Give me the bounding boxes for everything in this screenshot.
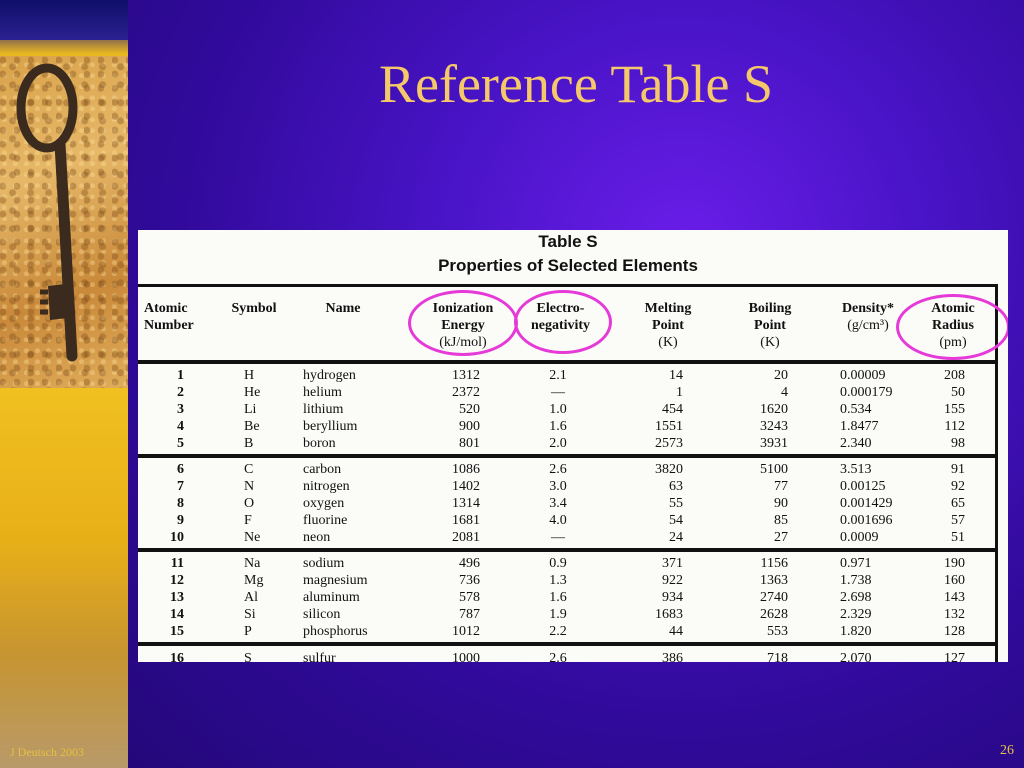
cell-rad: 208 xyxy=(944,368,965,383)
cell-name: phosphorus xyxy=(303,624,368,639)
table-row xyxy=(138,572,998,589)
cell-mp: 44 xyxy=(669,624,683,639)
header-symbol: Symbol xyxy=(231,301,277,316)
reference-table-s-image xyxy=(138,230,1008,662)
table-row xyxy=(138,435,998,452)
cell-en: 2.1 xyxy=(549,368,567,383)
cell-name: boron xyxy=(303,436,336,451)
cell-ion: 1402 xyxy=(452,479,480,494)
cell-sym: Na xyxy=(244,556,261,571)
cell-bp: 77 xyxy=(774,479,788,494)
cell-name: lithium xyxy=(303,402,344,417)
cell-mp: 14 xyxy=(669,368,683,383)
cell-mp: 934 xyxy=(662,590,683,605)
cell-mp: 1551 xyxy=(655,419,683,434)
cell-ion: 496 xyxy=(459,556,480,571)
cell-sym: P xyxy=(244,624,252,639)
strip-top-band xyxy=(0,0,128,40)
cell-num: 7 xyxy=(177,479,184,494)
cell-num: 13 xyxy=(170,590,184,605)
cell-name: carbon xyxy=(303,462,342,477)
cell-ion: 900 xyxy=(459,419,480,434)
cell-ion: 801 xyxy=(459,436,480,451)
table-row xyxy=(138,623,998,640)
cell-bp: 20 xyxy=(774,368,788,383)
cell-sym: Ne xyxy=(244,530,261,545)
cell-den: 0.00125 xyxy=(840,479,886,494)
table-title: Table S xyxy=(538,232,598,251)
cell-name: magnesium xyxy=(303,573,368,588)
cell-ion: 1012 xyxy=(452,624,480,639)
cell-bp: 5100 xyxy=(760,462,788,477)
table-row xyxy=(138,495,998,512)
cell-sym: He xyxy=(244,385,261,400)
table-row xyxy=(138,418,998,435)
cell-ion: 1000 xyxy=(452,651,480,662)
cell-en: — xyxy=(551,530,565,545)
cell-den: 1.738 xyxy=(840,573,872,588)
cell-num: 4 xyxy=(177,419,184,434)
cell-num: 8 xyxy=(177,496,184,511)
cell-num: 14 xyxy=(170,607,184,622)
table-row xyxy=(138,512,998,529)
cell-num: 3 xyxy=(177,402,184,417)
table-row xyxy=(138,606,998,623)
cell-rad: 190 xyxy=(944,556,965,571)
cell-den: 2.698 xyxy=(840,590,872,605)
cell-rad: 155 xyxy=(944,402,965,417)
cell-name: sulfur xyxy=(303,651,336,662)
cell-rad: 51 xyxy=(951,530,965,545)
cell-bp: 85 xyxy=(774,513,788,528)
table-subtitle: Properties of Selected Elements xyxy=(438,256,698,275)
cell-mp: 3820 xyxy=(655,462,683,477)
cell-rad: 92 xyxy=(951,479,965,494)
cell-name: fluorine xyxy=(303,513,348,528)
cell-en: 1.6 xyxy=(549,590,567,605)
cell-ion: 1086 xyxy=(452,462,480,477)
header-ionization-energy: Ionization Energy (kJ/mol) xyxy=(432,301,494,350)
cell-rad: 132 xyxy=(944,607,965,622)
cell-name: hydrogen xyxy=(303,368,356,383)
cell-en: 2.6 xyxy=(549,462,567,477)
table-row xyxy=(138,589,998,606)
table-row xyxy=(138,367,998,384)
cell-sym: Li xyxy=(244,402,257,417)
table-row xyxy=(138,555,998,572)
cell-num: 1 xyxy=(177,368,184,383)
table-rule-header xyxy=(138,360,996,364)
cell-ion: 520 xyxy=(459,402,480,417)
cell-sym: F xyxy=(244,513,252,528)
table-row xyxy=(138,401,998,418)
cell-num: 11 xyxy=(170,556,184,571)
table-row xyxy=(138,529,998,546)
table-rule-group1 xyxy=(138,454,996,458)
cell-rad: 65 xyxy=(951,496,965,511)
cell-mp: 54 xyxy=(669,513,683,528)
cell-sym: H xyxy=(244,368,255,383)
cell-mp: 454 xyxy=(662,402,683,417)
cell-mp: 1683 xyxy=(655,607,683,622)
cell-num: 10 xyxy=(170,530,184,545)
highlight-circle-ionization xyxy=(408,290,518,356)
cell-mp: 63 xyxy=(669,479,683,494)
cell-name: beryllium xyxy=(303,419,358,434)
cell-sym: O xyxy=(244,496,255,511)
cell-sym: C xyxy=(244,462,254,477)
cell-en: 2.2 xyxy=(549,624,567,639)
cell-den: 1.8477 xyxy=(840,419,879,434)
cell-name: aluminum xyxy=(303,590,360,605)
cell-ion: 787 xyxy=(459,607,480,622)
cell-den: 0.0009 xyxy=(840,530,879,545)
table-row xyxy=(138,461,998,478)
cell-rad: 127 xyxy=(944,651,965,662)
cell-name: nitrogen xyxy=(303,479,350,494)
cell-name: helium xyxy=(303,385,342,400)
cell-ion: 2081 xyxy=(452,530,480,545)
table-row xyxy=(138,384,998,401)
cell-sym: N xyxy=(244,479,255,494)
cell-den: 0.00009 xyxy=(840,368,886,383)
cell-sym: Be xyxy=(244,419,260,434)
cell-rad: 98 xyxy=(951,436,965,451)
cell-den: 3.513 xyxy=(840,462,872,477)
header-electronegativity: Electro- negativity xyxy=(530,301,591,333)
cell-rad: 160 xyxy=(944,573,965,588)
highlight-circle-radius xyxy=(896,294,1008,360)
cell-bp: 3243 xyxy=(760,419,788,434)
cell-num: 9 xyxy=(177,513,184,528)
cell-den: 0.971 xyxy=(840,556,872,571)
cell-num: 15 xyxy=(170,624,184,639)
cell-den: 2.340 xyxy=(840,436,872,451)
cell-mp: 24 xyxy=(669,530,683,545)
cell-mp: 1 xyxy=(676,385,683,400)
cell-sym: Al xyxy=(244,590,258,605)
cell-num: 5 xyxy=(177,436,184,451)
table-row xyxy=(138,478,998,495)
header-boiling-point: Boiling Point (K) xyxy=(748,301,792,350)
cell-en: 1.3 xyxy=(549,573,567,588)
header-density: Density* (g/cm³) xyxy=(841,301,895,333)
cell-en: 3.4 xyxy=(549,496,567,511)
cell-mp: 2573 xyxy=(655,436,683,451)
cell-ion: 1312 xyxy=(452,368,480,383)
cell-name: sodium xyxy=(303,556,345,571)
table-rule-group2 xyxy=(138,548,996,552)
cell-sym: S xyxy=(244,651,252,662)
cell-rad: 143 xyxy=(944,590,965,605)
cell-den: 2.070 xyxy=(840,651,872,662)
table-row xyxy=(138,650,998,662)
cell-bp: 3931 xyxy=(760,436,788,451)
cell-bp: 2628 xyxy=(760,607,788,622)
cell-bp: 2740 xyxy=(760,590,788,605)
cell-en: 0.9 xyxy=(549,556,567,571)
cell-bp: 4 xyxy=(781,385,788,400)
cell-en: 4.0 xyxy=(549,513,567,528)
cell-en: 2.6 xyxy=(549,651,567,662)
cell-rad: 50 xyxy=(951,385,965,400)
cell-en: 1.6 xyxy=(549,419,567,434)
header-name: Name xyxy=(325,301,361,316)
table-rule-group3 xyxy=(138,642,996,646)
cell-den: 2.329 xyxy=(840,607,872,622)
cell-mp: 371 xyxy=(662,556,683,571)
cell-rad: 112 xyxy=(944,419,965,434)
slide-title: Reference Table S xyxy=(378,54,774,114)
cell-bp: 1156 xyxy=(760,556,788,571)
cell-num: 16 xyxy=(170,651,184,662)
cell-ion: 578 xyxy=(459,590,480,605)
cell-bp: 553 xyxy=(767,624,788,639)
cell-mp: 922 xyxy=(662,573,683,588)
cell-sym: B xyxy=(244,436,254,451)
cell-ion: 1314 xyxy=(452,496,480,511)
cell-bp: 1620 xyxy=(760,402,788,417)
cell-den: 0.000179 xyxy=(840,385,893,400)
cell-name: neon xyxy=(303,530,331,545)
footer-author: J Deutsch 2003 xyxy=(10,745,84,759)
key-icon xyxy=(0,56,128,388)
cell-ion: 2372 xyxy=(452,385,480,400)
cell-sym: Mg xyxy=(244,573,264,588)
cell-num: 12 xyxy=(170,573,184,588)
cell-den: 1.820 xyxy=(840,624,872,639)
cell-mp: 55 xyxy=(669,496,683,511)
cell-en: 1.9 xyxy=(549,607,567,622)
cell-en: — xyxy=(551,385,565,400)
cell-name: oxygen xyxy=(303,496,345,511)
cell-rad: 91 xyxy=(951,462,965,477)
page-number: 26 xyxy=(1000,743,1014,758)
highlight-circle-electronegativity xyxy=(514,290,612,354)
cell-rad: 57 xyxy=(951,513,965,528)
cell-num: 2 xyxy=(177,385,184,400)
cell-mp: 386 xyxy=(662,651,683,662)
cell-num: 6 xyxy=(177,462,184,477)
cell-name: silicon xyxy=(303,607,341,622)
cell-sym: Si xyxy=(244,607,256,622)
cell-rad: 128 xyxy=(944,624,965,639)
header-atomic-radius: Atomic Radius (pm) xyxy=(931,301,975,350)
header-atomic-number: Atomic Number xyxy=(144,301,194,333)
cell-bp: 90 xyxy=(774,496,788,511)
antique-key-photo xyxy=(0,56,128,388)
cell-en: 1.0 xyxy=(549,402,567,417)
cell-ion: 1681 xyxy=(452,513,480,528)
cell-bp: 1363 xyxy=(760,573,788,588)
cell-den: 0.001696 xyxy=(840,513,893,528)
cell-den: 0.001429 xyxy=(840,496,893,511)
cell-den: 0.534 xyxy=(840,402,872,417)
cell-bp: 27 xyxy=(774,530,788,545)
header-melting-point: Melting Point (K) xyxy=(644,301,692,350)
left-decorative-strip xyxy=(0,0,128,768)
cell-en: 3.0 xyxy=(549,479,567,494)
table-rule-top xyxy=(138,284,996,287)
cell-ion: 736 xyxy=(459,573,480,588)
cell-en: 2.0 xyxy=(549,436,567,451)
cell-bp: 718 xyxy=(767,651,788,662)
